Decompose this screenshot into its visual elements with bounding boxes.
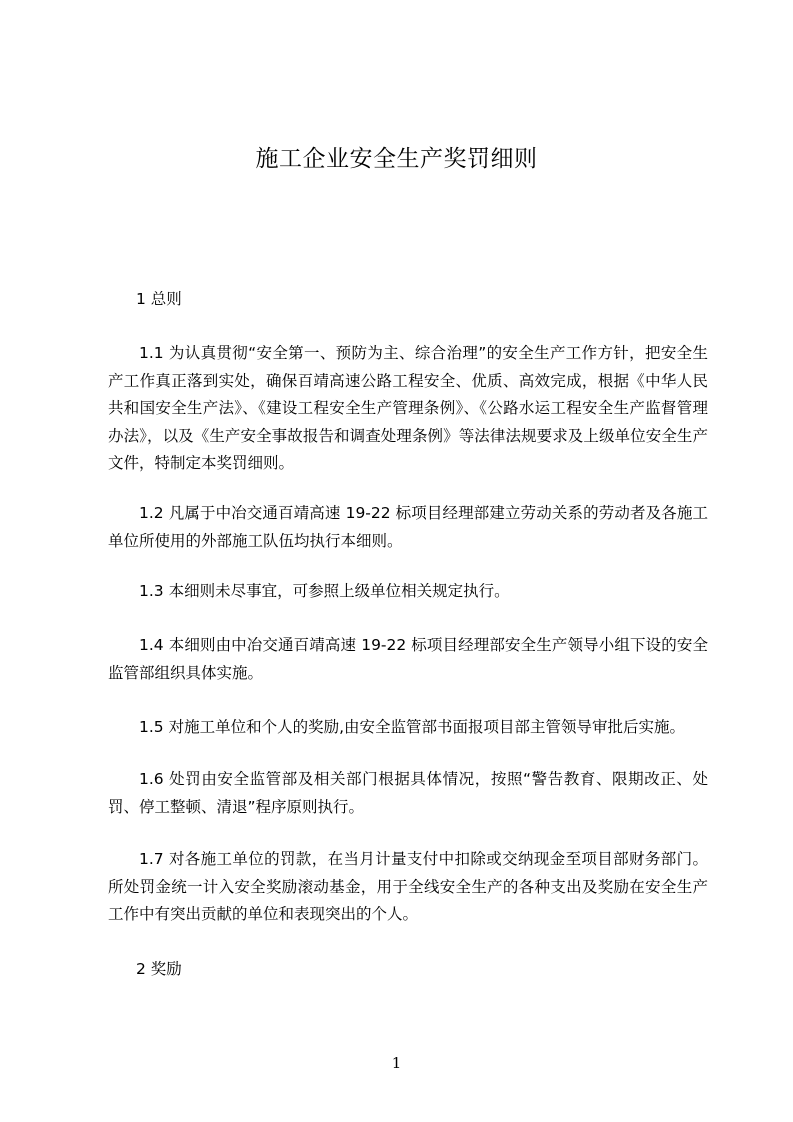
paragraph-1-6: 1.6 处罚由安全监管部及相关部门根据具体情况，按照“警告教育、限期改正、处罚、停工整顿、清退”程序原则执行。 (108, 770, 708, 816)
document-title: 施工企业安全生产奖罚细则 (255, 146, 538, 172)
paragraph-1-5: 1.5 对施工单位和个人的奖励,由安全监管部书面报项目部主管领导审批后实施。 (139, 718, 686, 736)
paragraph-1-1: 1.1 为认真贯彻“安全第一、预防为主、综合治理”的安全生产工作方针，把安全生产工作真正落到实处，确保百靖高速公路工程安全、优质、高效完成，根据《中华人民共和国安全生产法》、《建设工程安全生产管理条例》、《公路水运工程安全生产监督管理办法》，以及《生产安全事故报告和调查处理条例》等法律法规要求及上级单位安全生产文件，特制定本奖罚细则。 (108, 344, 708, 473)
paragraph-1-7: 1.7 对各施工单位的罚款，在当月计量支付中扣除或交纳现金至项目部财务部门。所处罚金统一计入安全奖励滚动基金，用于全线安全生产的各种支出及奖励在安全生产工作中有突出贡献的单位和表现突出的个人。 (108, 850, 708, 924)
section-heading-rewards: 2 奖励 (136, 960, 182, 978)
paragraph-1-3: 1.3 本细则未尽事宜，可参照上级单位相关规定执行。 (139, 582, 510, 600)
section-heading-general: 1 总则 (136, 290, 182, 308)
paragraph-1-2: 1.2 凡属于中冶交通百靖高速 19-22 标项目经理部建立劳动关系的劳动者及各施工单位所使用的外部施工队伍均执行本细则。 (108, 504, 708, 550)
page-number: 1 (391, 1054, 402, 1072)
paragraph-1-4: 1.4 本细则由中冶交通百靖高速 19-22 标项目经理部安全生产领导小组下设的安全监管部组织具体实施。 (108, 636, 708, 682)
